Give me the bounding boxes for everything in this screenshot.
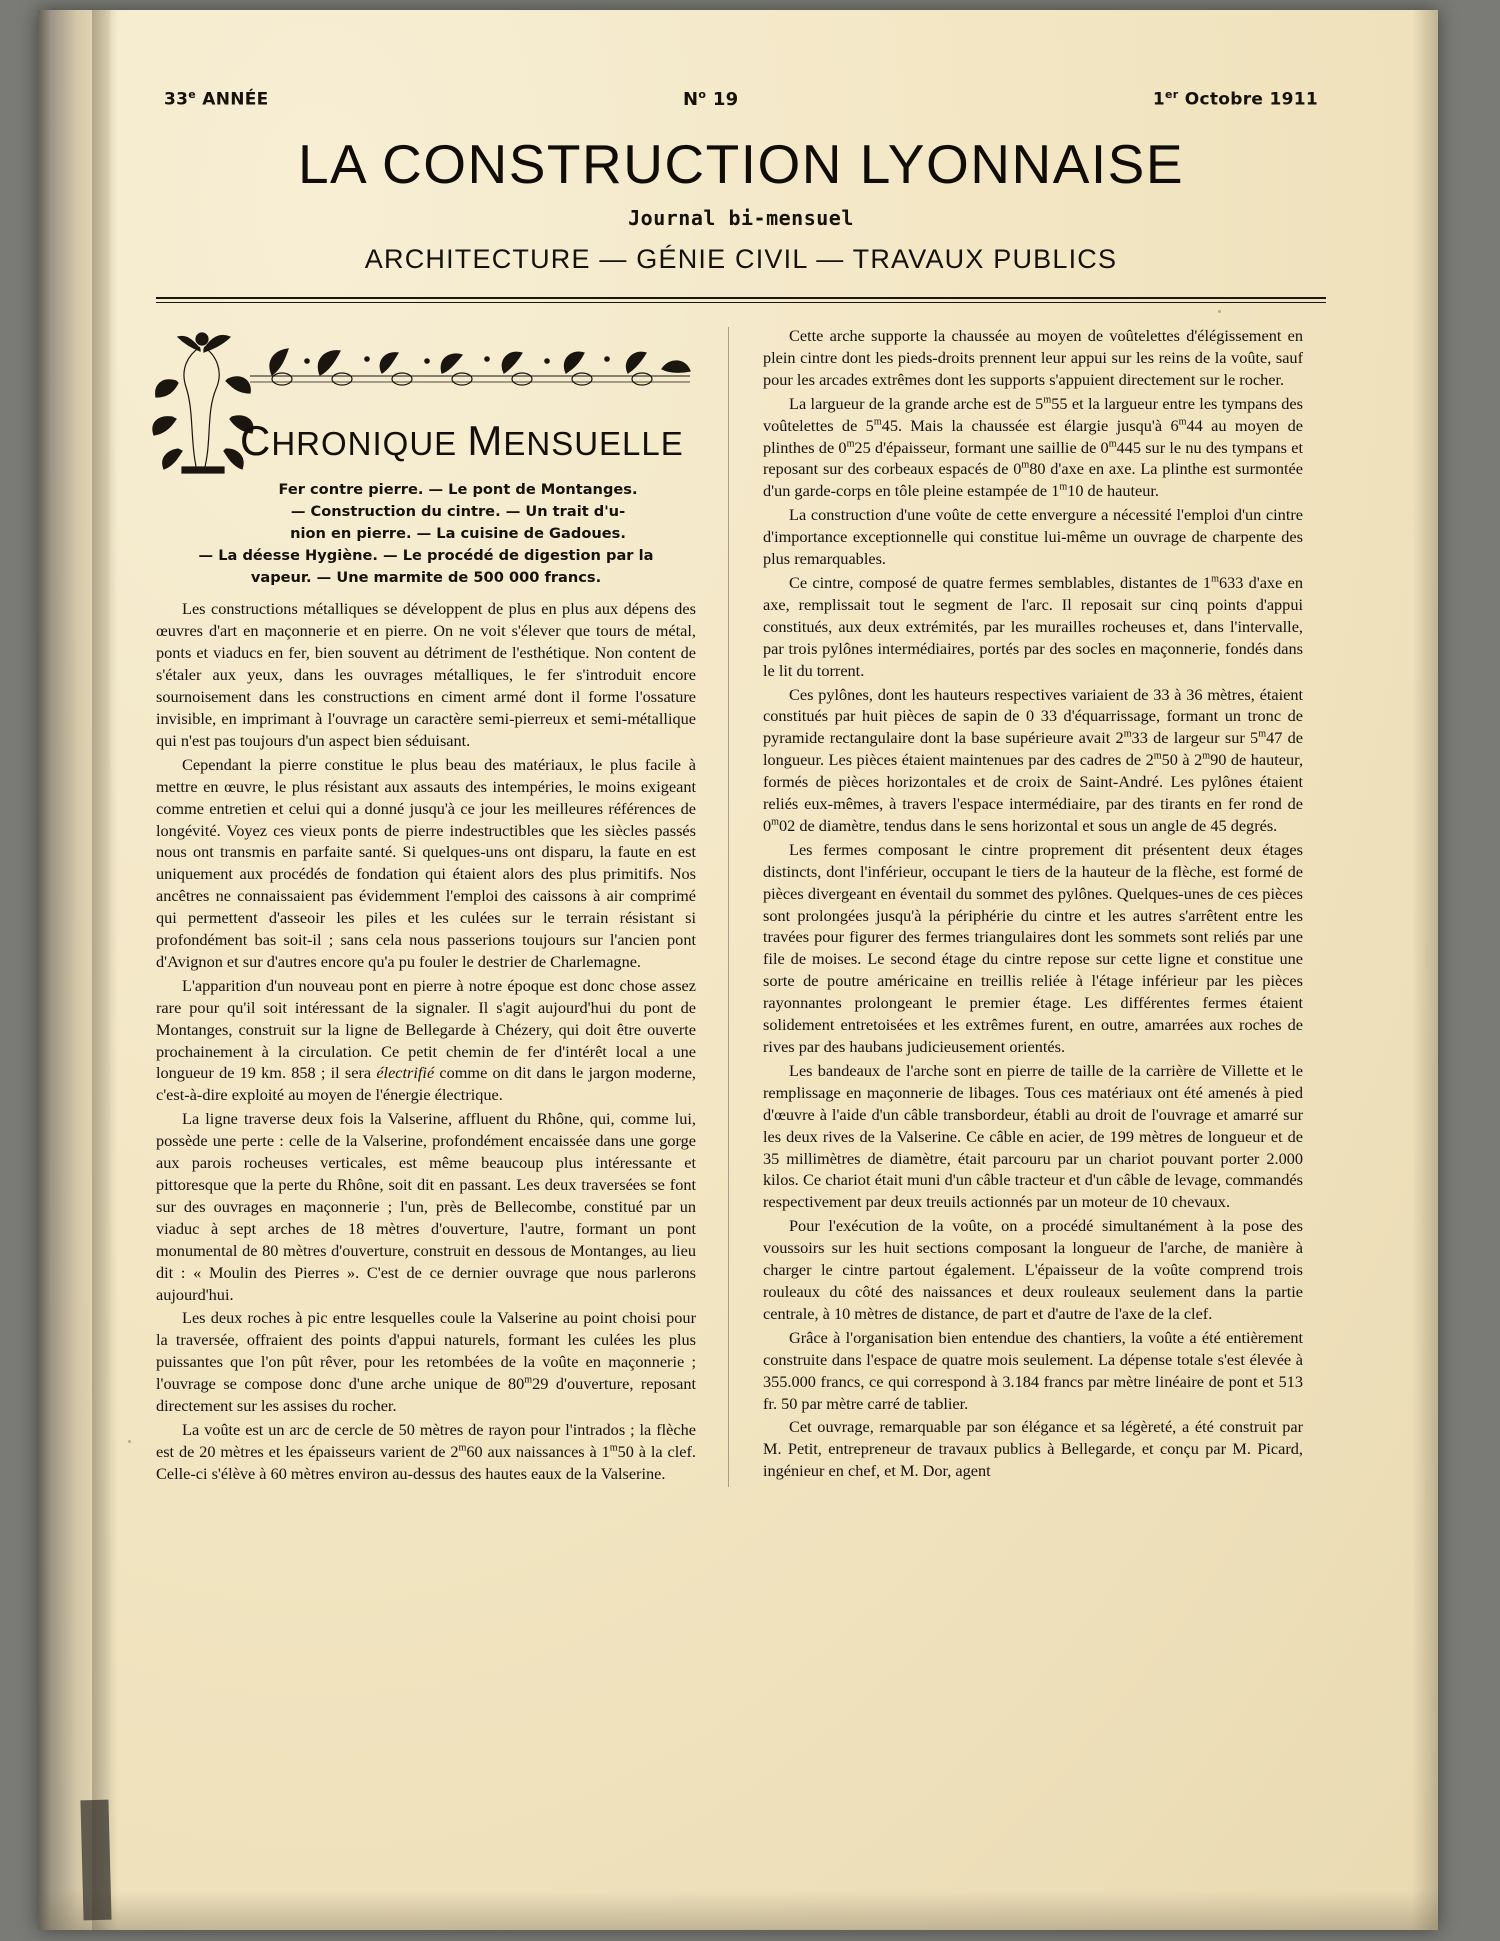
summary-line: — Construction du cintre. — Un trait d'u-	[290, 502, 626, 520]
issue-year: 33e ANNÉE	[164, 88, 269, 110]
binding-tape	[80, 1800, 111, 1921]
body-paragraph: Ces pylônes, dont les hauteurs respectives variaient de 33 à 36 mètres, étaient constitués par huit pièces de sapin de 0 33 d'équarrissage, formant un tronc de pyramide rectangulaire dont la base supérieure avait 2$^m$33 de largeur sur 5$^m$47 de longueur. Les pièces étaient maintenues par des cadres de 2$^m$50 à 2$^m$90 de hauteur, formés de pièces horizontales et de croix de Saint-André. Les pylônes étaient reliés eux-mêmes, à travers l'espace intermédiaire, par des tirants en fer rond de 0$^m$02 de diamètre, tendus dans le sens horizontal et sous un angle de 45 degrés.	[763, 684, 1304, 835]
page-right-shadow	[1412, 10, 1438, 1930]
page-bottom-shadow	[38, 1890, 1438, 1930]
body-paragraph: Cet ouvrage, remarquable par son élégance et sa légèreté, a été construit par M. Petit, entrepreneur de travaux publics à Bellegarde, et conçu par M. Picard, ingénieur en chef, et M. Dor, agent	[763, 1417, 1303, 1481]
body-paragraph: La largueur de la grande arche est de 5$^m$55 et la largueur entre les tympans des voûtelettes de 5$^m$45. Mais la chaussée est élargie jusqu'à 6$^m$44 au moyen de plinthes de 0$^m$25 d'épaisseur, formant une saillie de 0$^m$445 sur le nu des tympans et reposant sur des corbeaux espacés de 0$^m$80 d'axe en axe. La plinthe est surmontée d'un garde-corps en tôle pleine estampée de 1$^m$10 de hauteur.	[763, 393, 1303, 501]
column-divider	[728, 327, 729, 1487]
scanned-page	[38, 10, 1438, 1930]
left-column	[156, 325, 718, 1487]
binding-shadow	[92, 10, 118, 1930]
columns-container	[156, 325, 1326, 1487]
chronique-ornament-block	[156, 325, 696, 475]
body-paragraph: Cependant la pierre constitue le plus beau des matériaux, le plus facile à mettre en œuvre, le plus résistant aux assauts des intempéries, le moins exigeant comme entretien et celui qui a donné jusqu'à ce jour les meilleures références de longévité. Voyez ces vieux ponts de pierre indestructibles que les siècles passés nous ont transmis en parfaite santé. Si quelques-uns ont disparu, la faute en est uniquement aux procédés de fondation qui étaient alors des plus primitifs. Nos ancêtres ne connaissaient pas évidemment l'emploi des caissons à air comprimé qui permettent d'asseoir les piles et les culées sur le terrain résistant si profondément bas soit-il ; sans cela nous passerions toujours sur l'ancien pont d'Avignon et sur d'autres encore qu'a pu fouler le destrier de Charlemagne.	[156, 754, 696, 971]
page-content	[156, 88, 1326, 1487]
paper-speck	[128, 1440, 131, 1443]
body-paragraph: Grâce à l'organisation bien entendue des chantiers, la voûte a été entièrement construite dans l'espace de quatre mois seulement. La dépense totale s'est élevée à 355.000 francs, ce qui correspond à 3.184 francs par mètre linéaire de pont et 513 fr. 50 par mètre carré de tablier.	[763, 1327, 1303, 1413]
masthead-line	[156, 88, 1326, 110]
summary-line: vapeur. — Une marmite de 500 000 francs.	[250, 568, 602, 586]
body-paragraph: L'apparition d'un nouveau pont en pierre à notre époque est donc chose assez rare pour qu'il soit intéressant de la signaler. Il s'agit aujourd'hui du pont de Montanges, construit sur la ligne de Bellegarde à Chézery, qui doit être ouverte prochainement à la circulation. Ce petit chemin de fer d'intérêt local a une longueur de 19 km. 858 ; il sera électrifié comme on dit dans le jargon moderne, c'est-à-dire exploité au moyen de l'énergie électrique.	[156, 975, 696, 1105]
summary-line: Fer contre pierre. — Le pont de Montanges.	[278, 481, 638, 498]
article-heading: CHRONIQUE MENSUELLE	[240, 417, 684, 464]
summary-line: nion en pierre. — La cuisine de Gadoues.	[290, 524, 626, 542]
body-paragraph: Cette arche supporte la chaussée au moyen de voûtelettes d'élégissement en plein cintre dont les pieds-droits prennent leur appui sur les reins de la voûte, sauf pour les arcades extrêmes dont les supports s'appuient directement sur le rocher.	[763, 326, 1303, 389]
body-paragraph: La construction d'une voûte de cette envergure a nécessité l'emploi d'un cintre d'importance exceptionnelle qui constitue lui-même un ouvrage de charpente des plus remarquables.	[763, 505, 1303, 569]
body-paragraph: Ce cintre, composé de quatre fermes semblables, distantes de 1$^m$633 d'axe en axe, remplissait tout le segment de l'arc. Il reposait sur cinq points d'appui constitués, aux deux extrémités, par les murailles rocheuses et, dans l'intervalle, par trois pylônes intermédiaires, portés par des socles en maçonnerie, fondés dans le lit du torrent.	[763, 572, 1304, 680]
publication-sections: ARCHITECTURE — GÉNIE CIVIL — TRAVAUX PUBLICS	[364, 244, 1118, 274]
summary-line: — La déesse Hygiène. — Le procédé de digestion par la	[198, 546, 654, 564]
body-paragraph: Les deux roches à pic entre lesquelles coule la Valserine au point choisi pour la traversée, offraient des points d'appui naturels, formant les culées les plus puissantes que l'on pût rêver, pour les retombées de la voûte en maçonnerie ; l'ouvrage se compose donc d'une arche unique de 80$^m$29 d'ouverture, reposant directement sur les assises du rocher.	[156, 1308, 697, 1416]
masthead-divider	[156, 297, 1326, 303]
issue-number: $N^o$ 19	[683, 88, 739, 110]
issue-date: 1er Octobre 1911	[1152, 88, 1318, 110]
article-summary	[156, 479, 696, 588]
publication-subtitle: Journal bi-mensuel	[628, 206, 854, 230]
body-paragraph: Les fermes composant le cintre proprement dit présentent deux étages distincts, dont l'inférieur, occupant le tiers de la hauteur de la flèche, est formé de pièces divergeant en éventail du sommet des pylônes. Quelques-unes de ces pièces sont prolongées jusqu'à la périphérie du cintre et les autres s'arrêtent entre les travées pour figurer des fermes triangulaires dont les sommets sont reliés par une file de moises. Le second étage du cintre repose sur cette ligne et constitue une sorte de poutre américaine en treillis reliée à l'étage inférieur par les pièces rayonnantes prolongeant le premier étage. Les différentes fermes étaient solidement entretoisées et les extrêmes furent, en outre, amarrées aux roches de rives par des haubans judicieusement orientés.	[763, 839, 1303, 1056]
body-paragraph: Pour l'exécution de la voûte, on a procédé simultanément à la pose des voussoirs sur les huit sections composant la longueur de l'arche, de manière à charger le cintre partout également. L'épaisseur de la voûte comprend trois rouleaux du côté des naissances et deux rouleaux seulement dans la partie centrale, à 10 mètres de distance, de part et d'autre de l'axe de la clef.	[763, 1216, 1303, 1323]
body-paragraph: La ligne traverse deux fois la Valserine, affluent du Rhône, qui, comme lui, possède une perte : celle de la Valserine, profondément encaissée dans une gorge aux parois rocheuses verticales, est même beaucoup plus intéressante et pittoresque que la perte du Rhône, soit dit en passant. Les deux traversées se font sur des ouvrages en maçonnerie ; l'un, près de Bellecombe, constitué par un viaduc à sept arches de 18 mètres d'ouverture, l'autre, formant un pont monumental de 80 mètres d'ouverture, construit en dessous de Montanges, au lieu dit : « Moulin des Pierres ». C'est de ce dernier ouvrage que nous parlerons aujourd'hui.	[156, 1109, 696, 1304]
body-paragraph: Les constructions métalliques se développent de plus en plus aux dépens des œuvres d'art en maçonnerie et en pierre. On ne voit s'élever que tours de métal, ponts et viaducs en fer, bien souvent au détriment de l'esthétique. Non content de s'étaler aux yeux, dans les ouvrages métalliques, le fer s'introduit encore sournoisement dans les constructions en ciment armé dont il forme l'ossature invisible, en imprimant à l'ouvrage un caractère semi-pierreux et semi-métallique qui n'est pas toujours d'un aspect bien séduisant.	[156, 599, 696, 750]
body-paragraph: La voûte est un arc de cercle de 50 mètres de rayon pour l'intrados ; la flèche est de 20 mètres et les épaisseurs varient de 2$^m$60 aux naissances à 1$^m$50 à la clef. Celle-ci s'élève à 60 mètres environ au-dessus des hautes eaux de la Valserine.	[156, 1419, 697, 1483]
body-paragraph: Les bandeaux de l'arche sont en pierre de taille de la carrière de Villette et le remplissage en maçonnerie de libages. Tous ces matériaux ont été amenés à pied d'œuvre à l'aide d'un câble transbordeur, établi au droit de l'ouvrage et amarré sur les deux rives de la Valserine. Ce câble en acier, de 199 mètres de longueur et de 35 millimètres de diamètre, était parcouru par un chariot pouvant porter 2.000 kilos. Ce chariot était muni d'un câble tracteur et d'un câble de levage, commandés respectivement par deux treuils actionnés par un moteur de 10 chevaux.	[763, 1060, 1303, 1212]
publication-title: LA CONSTRUCTION LYONNAISE	[297, 133, 1185, 195]
right-column	[739, 325, 1303, 1487]
